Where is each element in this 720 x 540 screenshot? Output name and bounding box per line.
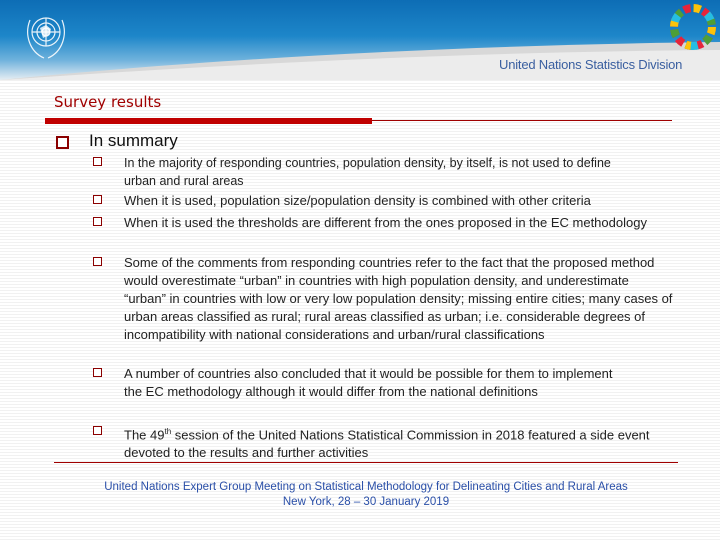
bullet-text-pre: The 49 bbox=[124, 427, 165, 443]
bullet-text: A number of countries also concluded that it would be possible for them to implement the EC methodology although it would differ from the national definitions bbox=[124, 366, 613, 399]
bullet-text: Some of the comments from responding countries refer to the fact that the proposed method would overestimate “urban” in countries with high population density, and underestimate “urban” in countries with low or very low population density; missing entire cities; many cases of urban areas classified as rural; rural areas classified as urban; i.e. considerable degrees of incompatibility with national considerations and urban/rural classifications bbox=[124, 255, 673, 342]
bullet-checkbox-icon bbox=[56, 136, 69, 149]
bullet-checkbox-icon bbox=[93, 195, 102, 204]
section-heading: In summary bbox=[89, 131, 178, 150]
slide-title: Survey results bbox=[54, 93, 162, 111]
bullet-checkbox-icon bbox=[93, 368, 102, 377]
org-name: United Nations Statistics Division bbox=[499, 57, 683, 72]
bullet-text-post: session of the United Nations Statistical Commission in 2018 featured a side event devoted to the results and further activities bbox=[124, 427, 650, 461]
ordinal-suffix: th bbox=[164, 427, 172, 436]
footer bbox=[0, 480, 720, 510]
footer-event: United Nations Expert Group Meeting on Statistical Methodology for Delineating Cities and Rural Areas bbox=[104, 481, 628, 493]
bullet-text: When it is used the thresholds are different from the ones proposed in the EC methodology bbox=[124, 215, 647, 230]
bullet-checkbox-icon bbox=[93, 426, 102, 435]
footer-date: New York, 28 – 30 January 2019 bbox=[282, 496, 450, 508]
footer-rule bbox=[54, 462, 678, 463]
bullet-checkbox-icon bbox=[93, 157, 102, 166]
title-rule-thin bbox=[372, 120, 672, 121]
bullet-text bbox=[124, 423, 674, 462]
bullet-checkbox-icon bbox=[93, 257, 102, 266]
bullet-text: In the majority of responding countries, population density, by itself, is not used to define urban and rural areas bbox=[124, 156, 611, 188]
sdg-wheel-icon bbox=[668, 2, 718, 52]
bullet-text: When it is used, population size/population density is combined with other criteria bbox=[124, 193, 591, 208]
un-emblem-icon bbox=[22, 10, 70, 62]
title-rule bbox=[45, 118, 372, 124]
bullet-checkbox-icon bbox=[93, 217, 102, 226]
